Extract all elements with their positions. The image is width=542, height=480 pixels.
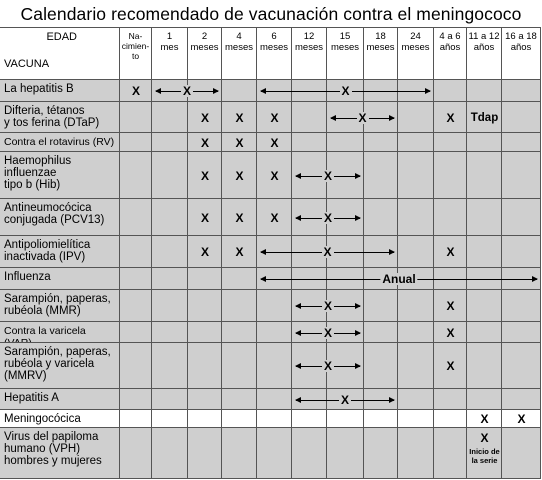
schedule-cell [151, 151, 188, 199]
dose-mark: X [323, 168, 333, 183]
schedule-cell [433, 151, 467, 199]
dose-mark: X [446, 245, 455, 259]
schedule-cell [256, 289, 292, 322]
schedule-cell [256, 427, 292, 479]
dose-range-arrow [296, 210, 360, 225]
vaccine-name-cell [0, 409, 120, 428]
schedule-cell [397, 289, 434, 322]
schedule-cell [151, 267, 188, 290]
schedule-cell [501, 388, 541, 410]
age-header: 18 meses [363, 27, 398, 80]
schedule-cell [119, 388, 152, 410]
schedule-cell [221, 79, 257, 102]
schedule-cell [363, 132, 398, 152]
schedule-cell [151, 235, 188, 268]
schedule-cell [291, 427, 327, 479]
dose-mark: X [270, 110, 279, 125]
schedule-cell [119, 427, 152, 479]
vaccine-name-cell [0, 388, 120, 410]
dose-mark: X [200, 210, 210, 225]
dose-label: Tdap [470, 111, 499, 124]
dose-mark: X [200, 168, 210, 183]
dose-mark: X [446, 359, 455, 373]
dose-mark: X [323, 245, 332, 259]
vaccine-name: Antipoliomielítica inactivada (IPV) [4, 239, 91, 263]
schedule-cell [433, 388, 467, 410]
schedule-cell [501, 132, 541, 152]
schedule-cell [397, 427, 434, 479]
schedule-cell [221, 267, 257, 290]
dose-mark: X [341, 84, 350, 98]
schedule-cell [363, 427, 398, 479]
schedule-cell [187, 342, 222, 389]
schedule-cell [221, 427, 257, 479]
schedule-cell [466, 79, 502, 102]
dose-range-arrow [261, 272, 537, 286]
schedule-cell [326, 427, 364, 479]
schedule-cell [466, 198, 502, 236]
dose-range-arrow [296, 299, 360, 313]
age-header: 12 meses [291, 27, 327, 80]
dose-mark: X [235, 168, 244, 183]
dose-mark: X [182, 84, 192, 98]
schedule-cell [119, 409, 152, 428]
schedule-cell [221, 321, 257, 343]
schedule-cell [501, 198, 541, 236]
schedule-cell [326, 132, 364, 152]
dose-mark: X [131, 84, 141, 98]
vaccine-name: Virus del papiloma humano (VPH) hombres y mujeres [4, 431, 102, 467]
age-header: 2 meses [187, 27, 222, 80]
schedule-cell [151, 409, 188, 428]
schedule-cell [119, 198, 152, 236]
age-header: 4 meses [221, 27, 257, 80]
schedule-cell [501, 235, 541, 268]
dose-range-arrow [296, 359, 360, 373]
schedule-cell [151, 427, 188, 479]
schedule-cell [363, 342, 398, 389]
vaccine-name: La hepatitis B [4, 83, 74, 95]
schedule-cell [291, 409, 327, 428]
vaccine-name-cell [0, 132, 120, 152]
schedule-cell [466, 151, 502, 199]
vaccine-name: Sarampión, paperas, rubéola (MMR) [4, 293, 111, 317]
age-header: 16 a 18 años [501, 27, 541, 80]
schedule-cell [151, 342, 188, 389]
dose-mark: X [446, 299, 455, 313]
schedule-cell [119, 267, 152, 290]
dose-mark: X [446, 325, 455, 340]
dose-range-arrow [331, 110, 394, 125]
schedule-cell [151, 198, 188, 236]
vaccine-name-cell [0, 427, 120, 479]
schedule-cell [501, 101, 541, 133]
dose-mark: X [480, 431, 489, 445]
vaccine-name: Antineumocócica conjugada (PCV13) [4, 202, 105, 226]
age-header: Na- cimien- to [119, 27, 152, 80]
schedule-cell [397, 101, 434, 133]
schedule-cell [466, 342, 502, 389]
schedule-cell [363, 198, 398, 236]
schedule-cell [187, 409, 222, 428]
vaccine-name: Haemophilus influenzae tipo b (Hib) [4, 155, 72, 191]
schedule-cell [119, 132, 152, 152]
vaccine-name: Meningocócica [4, 413, 81, 425]
schedule-cell [256, 409, 292, 428]
age-header: 11 a 12 años [466, 27, 502, 80]
vaccine-name: Sarampión, paperas, rubéola y varicela (MMRV) [4, 346, 111, 382]
dose-range-arrow [296, 325, 360, 340]
vaccine-name: Difteria, tétanos y tos ferina (DTaP) [4, 105, 100, 129]
dose-range-arrow [156, 84, 218, 98]
schedule-cell [119, 342, 152, 389]
vacuna-label: VACUNA [4, 58, 50, 70]
schedule-cell [256, 388, 292, 410]
schedule-cell [466, 321, 502, 343]
dose-mark: X [200, 135, 210, 150]
dose-mark: X [323, 359, 333, 373]
schedule-cell [363, 289, 398, 322]
dose-mark: X [323, 325, 333, 340]
schedule-cell [187, 267, 222, 290]
schedule-cell [501, 342, 541, 389]
edad-label: EDAD [46, 31, 77, 43]
schedule-cell [433, 409, 467, 428]
schedule-cell [221, 388, 257, 410]
age-header: 15 meses [326, 27, 364, 80]
schedule-cell [466, 235, 502, 268]
schedule-cell [466, 388, 502, 410]
schedule-cell [256, 342, 292, 389]
schedule-cell [397, 321, 434, 343]
schedule-cell [433, 427, 467, 479]
schedule-cell [187, 321, 222, 343]
schedule-cell [221, 289, 257, 322]
schedule-cell [326, 409, 364, 428]
dose-mark: X [270, 168, 279, 183]
schedule-cell [397, 198, 434, 236]
vaccine-name-cell [0, 198, 120, 236]
schedule-cell [397, 388, 434, 410]
dose-mark: X [480, 412, 489, 426]
schedule-cell [363, 321, 398, 343]
vaccine-name-cell [0, 79, 120, 102]
dose-mark: X [200, 245, 210, 259]
schedule-cell [501, 321, 541, 343]
page-title: Calendario recomendado de vacunación contra el meningococo [20, 4, 522, 24]
schedule-cell [397, 342, 434, 389]
schedule-cell [433, 79, 467, 102]
dose-mark: X [270, 135, 279, 150]
schedule-cell [466, 289, 502, 322]
age-header: 4 a 6 años [433, 27, 467, 80]
dose-range-arrow [261, 245, 394, 259]
dose-mark: X [358, 110, 367, 125]
schedule-cell [187, 289, 222, 322]
schedule-cell [221, 342, 257, 389]
schedule-cell [433, 198, 467, 236]
vaccine-name: Contra la varicela [4, 325, 86, 337]
age-header: 6 meses [256, 27, 292, 80]
dose-mark: X [323, 299, 333, 313]
dose-mark: X [323, 210, 333, 225]
dose-mark: X [340, 392, 350, 407]
vaccine-name-cell [0, 289, 120, 322]
schedule-cell [397, 409, 434, 428]
schedule-cell [291, 101, 327, 133]
dose-range-arrow [296, 392, 394, 407]
schedule-cell [256, 321, 292, 343]
dose-mark: X [446, 110, 455, 125]
schedule-cell [501, 151, 541, 199]
schedule-cell [119, 101, 152, 133]
schedule-cell [397, 132, 434, 152]
schedule-cell [119, 151, 152, 199]
schedule-cell [433, 132, 467, 152]
schedule-cell [119, 289, 152, 322]
dose-range-arrow [296, 168, 360, 183]
schedule-cell [291, 132, 327, 152]
dose-mark: X [235, 245, 244, 259]
schedule-cell [187, 388, 222, 410]
schedule-cell [466, 132, 502, 152]
dose-mark: X [270, 210, 279, 225]
schedule-cell [151, 101, 188, 133]
vaccine-name-cell [0, 235, 120, 268]
vaccine-name-cell [0, 321, 120, 343]
vaccine-name: Influenza [4, 271, 51, 283]
schedule-cell [501, 427, 541, 479]
vaccine-name: Hepatitis A [4, 392, 59, 404]
schedule-cell [119, 235, 152, 268]
age-header: 1 mes [151, 27, 188, 80]
vaccine-name-cell [0, 267, 120, 290]
dose-mark: X [517, 412, 526, 426]
vaccine-name-cell [0, 342, 120, 389]
vaccine-name-cell [0, 101, 120, 133]
series-start-note: Inicio de la serie [469, 447, 500, 465]
dose-range-arrow [261, 84, 430, 98]
vaccine-name: Contra el rotavirus (RV) [4, 136, 115, 148]
schedule-cell [363, 409, 398, 428]
schedule-cell [397, 235, 434, 268]
schedule-cell [119, 321, 152, 343]
schedule-cell [187, 427, 222, 479]
schedule-cell [151, 132, 188, 152]
schedule-cell [151, 321, 188, 343]
schedule-cell [221, 409, 257, 428]
range-label: Anual [382, 272, 416, 286]
dose-mark: X [235, 135, 244, 150]
schedule-cell [151, 388, 188, 410]
schedule-cell [397, 151, 434, 199]
dose-mark: X [235, 210, 244, 225]
vaccine-name-cell [0, 151, 120, 199]
header-corner [0, 27, 120, 80]
schedule-cell [501, 79, 541, 102]
schedule-cell [363, 151, 398, 199]
schedule-cell [501, 289, 541, 322]
schedule-cell [151, 289, 188, 322]
dose-mark: X [235, 110, 244, 125]
dose-mark: X [200, 110, 210, 125]
age-header: 24 meses [397, 27, 434, 80]
